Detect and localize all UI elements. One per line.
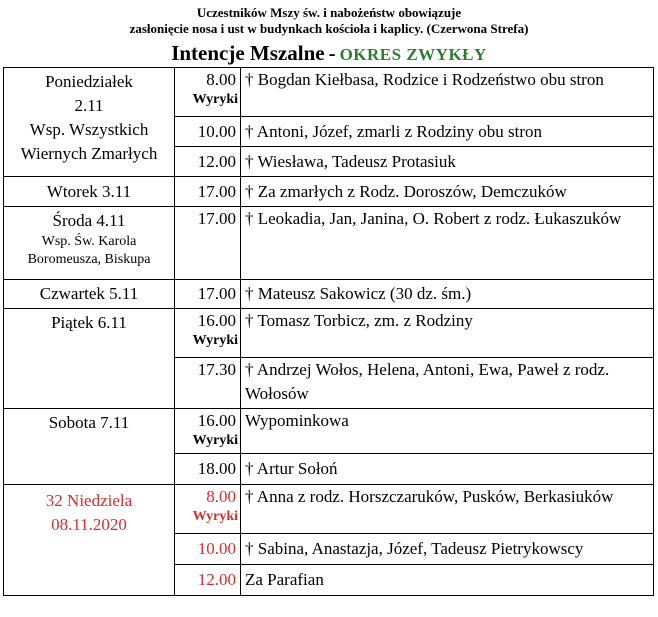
page-title xyxy=(0,40,658,68)
day-feast: Wsp. Św. Karola xyxy=(41,234,137,249)
time-value: 16.00 xyxy=(197,311,236,330)
mass-time xyxy=(175,309,241,358)
table-row xyxy=(4,177,654,207)
intention: † Bogdan Kiełbasa, Rodzice i Rodzeństwo obu stron xyxy=(241,68,654,117)
mass-time xyxy=(175,485,241,534)
mass-time: 18.00 xyxy=(175,454,241,485)
day-feast: Wsp. Wszystkich xyxy=(29,120,149,139)
mass-time: 12.00 xyxy=(175,147,241,177)
intention: Za Parafian xyxy=(241,565,654,596)
intention: † Anna z rodz. Horszczaruków, Pusków, Berkasiuków xyxy=(241,485,654,534)
mass-intentions-table xyxy=(3,67,654,596)
table-row xyxy=(4,280,654,309)
place-label: Wyryki xyxy=(192,509,238,524)
intention: † Antoni, Józef, zmarli z Rodziny obu stron xyxy=(241,117,654,147)
day-feast-cont: Boromeusza, Biskupa xyxy=(27,252,151,267)
day-cell-wednesday xyxy=(4,207,175,280)
intention: † Leokadia, Jan, Janina, O. Robert z rodz. Łukaszuków xyxy=(241,207,654,280)
title-text: Intencje Mszalne xyxy=(171,41,325,65)
table-row xyxy=(4,207,654,280)
mass-time: 10.00 xyxy=(175,117,241,147)
day-cell-saturday: Sobota 7.11 xyxy=(4,409,175,485)
table-row xyxy=(4,485,654,534)
table-row xyxy=(4,68,654,117)
day-cell-friday: Piątek 6.11 xyxy=(4,309,175,409)
time-value: 8.00 xyxy=(206,70,236,89)
mass-time: 10.00 xyxy=(175,534,241,565)
intention: † Artur Sołoń xyxy=(241,454,654,485)
intention: † Mateusz Sakowicz (30 dz. śm.) xyxy=(241,280,654,309)
liturgical-period: OKRES ZWYKŁY xyxy=(339,45,487,64)
mass-time: 17.00 xyxy=(175,280,241,309)
mass-time: 17.30 xyxy=(175,358,241,409)
day-name: 32 Niedziela xyxy=(45,491,133,510)
mass-time xyxy=(175,68,241,117)
day-name: Poniedziałek xyxy=(45,72,133,91)
intention: † Tomasz Torbicz, zm. z Rodziny xyxy=(241,309,654,358)
title-dash: - xyxy=(328,41,336,65)
intention: † Za zmarłych z Rodz. Doroszów, Demczuków xyxy=(241,177,654,207)
time-value: 8.00 xyxy=(206,487,236,506)
mass-time: 17.00 xyxy=(175,177,241,207)
day-feast-cont: Wiernych Zmarłych xyxy=(20,144,158,163)
mass-time: 12.00 xyxy=(175,565,241,596)
notice-line-1: Uczestników Mszy św. i nabożeństw obowiązuje xyxy=(196,5,462,20)
day-cell-thursday: Czwartek 5.11 xyxy=(4,280,175,309)
intention: † Andrzej Wołos, Helena, Antoni, Ewa, Paweł z rodz. Wołosów xyxy=(241,358,654,409)
day-date: 2.11 xyxy=(74,96,104,115)
intention: † Wiesława, Tadeusz Protasiuk xyxy=(241,147,654,177)
day-cell-monday xyxy=(4,68,175,177)
mass-time: 17.00 xyxy=(175,207,241,280)
day-cell-sunday xyxy=(4,485,175,596)
day-name: Środa 4.11 xyxy=(52,211,126,230)
notice-line-2: zasłonięcie nosa i ust w budynkach kościoła i kaplicy. (Czerwona Strefa) xyxy=(129,21,529,36)
day-date: 08.11.2020 xyxy=(51,515,127,534)
intention: Wypominkowa xyxy=(241,409,654,454)
place-label: Wyryki xyxy=(192,92,238,107)
mass-time xyxy=(175,409,241,454)
intention: † Sabina, Anastazja, Józef, Tadeusz Pietrykowscy xyxy=(241,534,654,565)
place-label: Wyryki xyxy=(192,433,238,448)
place-label: Wyryki xyxy=(192,333,238,348)
day-cell-tuesday: Wtorek 3.11 xyxy=(4,177,175,207)
table-row xyxy=(4,309,654,358)
time-value: 16.00 xyxy=(197,411,236,430)
table-row xyxy=(4,409,654,454)
